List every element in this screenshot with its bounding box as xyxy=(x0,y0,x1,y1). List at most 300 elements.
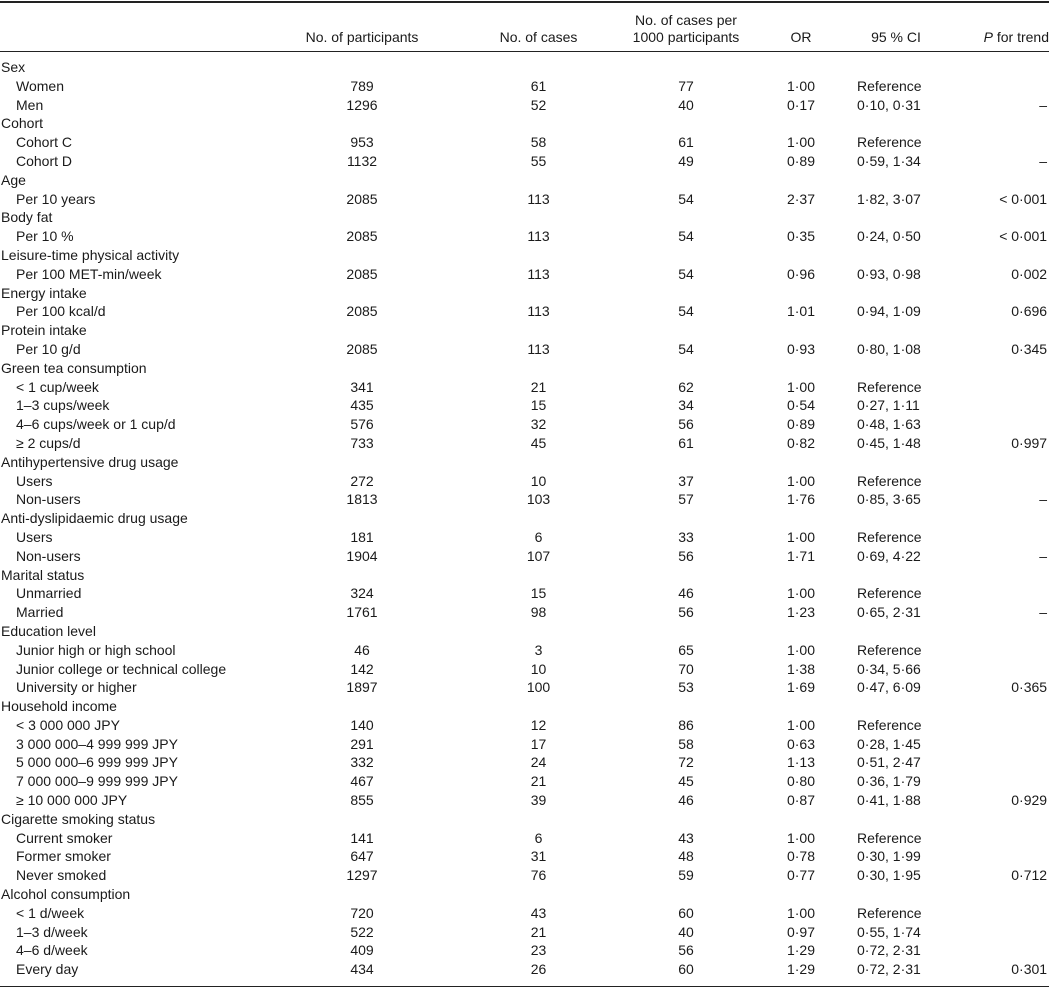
group-label: Cohort xyxy=(1,115,44,132)
p-trend-cell xyxy=(951,941,1049,960)
ci-cell: Reference xyxy=(857,134,922,151)
table-bottom-rule xyxy=(0,986,1049,987)
table-row xyxy=(0,77,1049,96)
cases-per-1000-cell: 56 xyxy=(678,942,694,959)
group-header-row xyxy=(0,697,1049,716)
participants-cell: 2085 xyxy=(346,303,378,320)
table-row xyxy=(0,302,1049,321)
cases-per-1000-cell: 54 xyxy=(678,265,694,282)
table-row xyxy=(0,829,1049,848)
group-header-row xyxy=(0,114,1049,133)
participants-cell: 855 xyxy=(350,792,374,809)
cases-per-1000-cell: 54 xyxy=(678,228,694,245)
table-row xyxy=(0,490,1049,509)
row-label: Unmarried xyxy=(16,585,82,602)
cases-per-1000-cell: 56 xyxy=(678,416,694,433)
cases-cell: 52 xyxy=(530,96,547,113)
participants-cell: 142 xyxy=(350,660,374,677)
or-cell: 2·37 xyxy=(786,190,816,207)
p-trend-cell xyxy=(951,904,1049,923)
or-cell: 1·00 xyxy=(786,378,816,395)
ci-cell: 0·28, 1·45 xyxy=(857,735,921,752)
row-label: Every day xyxy=(16,961,79,978)
participants-cell: 576 xyxy=(350,416,374,433)
p-trend-cell xyxy=(951,829,1049,848)
table-row xyxy=(0,227,1049,246)
group-label: Anti-dyslipidaemic drug usage xyxy=(1,510,188,527)
participants-cell: 1297 xyxy=(346,867,378,884)
header-cases-per-1000 xyxy=(611,3,761,51)
p-trend-cell: – xyxy=(1039,491,1048,508)
group-label: Antihypertensive drug usage xyxy=(1,453,179,470)
or-cell: 0·89 xyxy=(786,152,816,169)
row-label: 7 000 000–9 999 999 JPY xyxy=(16,773,178,790)
header-row xyxy=(0,3,1049,51)
p-trend-cell xyxy=(951,923,1049,942)
table-row xyxy=(0,716,1049,735)
group-header-row xyxy=(0,622,1049,641)
p-trend-cell xyxy=(951,584,1049,603)
table-row xyxy=(0,847,1049,866)
or-cell: 0·97 xyxy=(786,923,816,940)
group-label: Household income xyxy=(1,698,117,715)
participants-cell: 434 xyxy=(350,961,374,978)
row-label: Per 10 g/d xyxy=(16,340,81,357)
cases-cell: 23 xyxy=(530,942,547,959)
participants-cell: 953 xyxy=(350,134,374,151)
row-label: ≥ 2 cups/d xyxy=(16,434,81,451)
cases-cell: 21 xyxy=(530,773,547,790)
ci-cell: 0·85, 3·65 xyxy=(857,491,921,508)
cases-per-1000-cell: 37 xyxy=(678,472,694,489)
cases-cell: 55 xyxy=(530,152,547,169)
cases-per-1000-cell: 54 xyxy=(678,340,694,357)
cases-per-1000-cell: 60 xyxy=(678,904,694,921)
row-label: Former smoker xyxy=(16,848,111,865)
cases-per-1000-cell: 56 xyxy=(678,604,694,621)
row-label: 3 000 000–4 999 999 JPY xyxy=(16,735,178,752)
group-label: Education level xyxy=(1,622,96,639)
p-trend-cell xyxy=(951,396,1049,415)
participants-cell: 141 xyxy=(350,829,374,846)
p-trend-cell: – xyxy=(1039,152,1048,169)
p-trend-cell xyxy=(951,716,1049,735)
table-row xyxy=(0,434,1049,453)
cases-per-1000-cell: 61 xyxy=(678,134,694,151)
row-label: Per 10 years xyxy=(16,190,96,207)
header-ci: 95 % CI xyxy=(871,29,921,45)
p-trend-cell xyxy=(951,753,1049,772)
cases-cell: 21 xyxy=(530,378,547,395)
ci-cell: 0·41, 1·88 xyxy=(857,792,921,809)
or-cell: 1·00 xyxy=(786,472,816,489)
p-trend-cell: – xyxy=(1039,96,1048,113)
row-label: Current smoker xyxy=(16,829,113,846)
cases-cell: 76 xyxy=(530,867,547,884)
ci-cell: Reference xyxy=(857,716,922,733)
participants-cell: 1897 xyxy=(346,679,378,696)
row-label: Junior high or high school xyxy=(16,641,176,658)
table-row xyxy=(0,791,1049,810)
group-label: Age xyxy=(1,171,26,188)
cases-per-1000-cell: 43 xyxy=(678,829,694,846)
ci-cell: 0·59, 1·34 xyxy=(857,152,921,169)
ci-cell: 1·82, 3·07 xyxy=(857,190,921,207)
group-label: Green tea consumption xyxy=(1,359,147,376)
cases-cell: 113 xyxy=(527,340,550,357)
cases-cell: 12 xyxy=(530,716,547,733)
p-trend-cell xyxy=(951,641,1049,660)
cases-cell: 61 xyxy=(530,77,547,94)
participants-cell: 291 xyxy=(350,735,374,752)
or-cell: 1·29 xyxy=(786,961,816,978)
row-label: 4–6 cups/week or 1 cup/d xyxy=(16,416,176,433)
participants-cell: 1813 xyxy=(346,491,378,508)
ci-cell: Reference xyxy=(857,378,922,395)
ci-cell: 0·72, 2·31 xyxy=(857,961,921,978)
row-label: 1–3 cups/week xyxy=(16,397,110,414)
p-trend-cell: – xyxy=(1039,547,1048,564)
row-label: < 3 000 000 JPY xyxy=(16,716,120,733)
row-label: Non-users xyxy=(16,491,81,508)
p-trend-cell: 0·345 xyxy=(1011,340,1048,357)
table-row xyxy=(0,735,1049,754)
participants-cell: 720 xyxy=(350,904,374,921)
or-cell: 0·96 xyxy=(786,265,816,282)
header-variable xyxy=(0,3,258,51)
participants-cell: 341 xyxy=(350,378,374,395)
table-row xyxy=(0,472,1049,491)
group-header-row xyxy=(0,284,1049,303)
group-header-row xyxy=(0,509,1049,528)
ci-cell: 0·55, 1·74 xyxy=(857,923,921,940)
row-label: Never smoked xyxy=(16,867,107,884)
cases-per-1000-cell: 70 xyxy=(678,660,694,677)
p-trend-cell xyxy=(951,660,1049,679)
participants-cell: 2085 xyxy=(346,340,378,357)
table-row xyxy=(0,340,1049,359)
or-cell: 0·77 xyxy=(786,867,816,884)
participants-cell: 181 xyxy=(350,528,374,545)
cases-cell: 10 xyxy=(530,472,547,489)
p-trend-cell: 0·712 xyxy=(1011,867,1048,884)
participants-cell: 409 xyxy=(350,942,374,959)
or-cell: 0·89 xyxy=(786,416,816,433)
cases-per-1000-cell: 72 xyxy=(678,754,694,771)
cases-cell: 113 xyxy=(527,190,550,207)
header-or: OR xyxy=(790,29,812,45)
row-label: < 1 d/week xyxy=(16,904,85,921)
group-label: Marital status xyxy=(1,566,85,583)
row-label: Cohort C xyxy=(16,134,73,151)
table-row xyxy=(0,584,1049,603)
or-cell: 1·13 xyxy=(786,754,816,771)
group-label: Sex xyxy=(1,59,26,75)
or-cell: 0·80 xyxy=(786,773,816,790)
p-trend-cell xyxy=(951,735,1049,754)
cases-cell: 113 xyxy=(527,303,550,320)
row-label: University or higher xyxy=(16,679,137,696)
participants-cell: 1132 xyxy=(346,152,378,169)
cases-per-1000-cell: 54 xyxy=(678,190,694,207)
row-label: Junior college or technical college xyxy=(16,660,227,677)
p-trend-cell xyxy=(951,133,1049,152)
participants-cell: 1761 xyxy=(346,604,378,621)
participants-cell: 2085 xyxy=(346,265,378,282)
ci-cell: 0·51, 2·47 xyxy=(857,754,921,771)
header-cases-per-1000-line1: No. of cases per xyxy=(635,12,737,28)
cases-per-1000-cell: 60 xyxy=(678,961,694,978)
cases-per-1000-cell: 56 xyxy=(678,547,694,564)
cases-per-1000-cell: 34 xyxy=(678,397,694,414)
p-trend-cell: < 0·001 xyxy=(999,228,1048,245)
table-row xyxy=(0,660,1049,679)
ci-cell: 0·65, 2·31 xyxy=(857,604,921,621)
or-cell: 0·78 xyxy=(786,848,816,865)
group-header-row xyxy=(0,885,1049,904)
p-trend-cell: – xyxy=(1039,604,1048,621)
or-cell: 0·63 xyxy=(786,735,816,752)
or-cell: 1·00 xyxy=(786,134,816,151)
or-cell: 1·00 xyxy=(786,77,816,94)
table-row xyxy=(0,753,1049,772)
cases-per-1000-cell: 53 xyxy=(678,679,694,696)
p-trend-cell xyxy=(951,528,1049,547)
group-label: Alcohol consumption xyxy=(1,886,131,903)
p-trend-cell: 0·696 xyxy=(1011,303,1048,320)
participants-cell: 789 xyxy=(350,77,374,94)
cases-cell: 100 xyxy=(526,679,551,696)
participants-cell: 272 xyxy=(350,472,374,489)
ci-cell: 0·93, 0·98 xyxy=(857,265,921,282)
p-trend-cell: < 0·001 xyxy=(999,190,1048,207)
header-participants: No. of participants xyxy=(305,29,419,45)
cases-cell: 10 xyxy=(530,660,547,677)
cases-cell: 45 xyxy=(530,434,547,451)
or-cell: 1·38 xyxy=(786,660,816,677)
or-cell: 1·00 xyxy=(786,641,816,658)
ci-cell: 0·45, 1·48 xyxy=(857,434,921,451)
header-p-rest: for trend xyxy=(992,29,1049,45)
or-cell: 1·00 xyxy=(786,585,816,602)
group-header-row xyxy=(0,246,1049,265)
cases-per-1000-cell: 62 xyxy=(678,378,694,395)
participants-cell: 2085 xyxy=(346,190,378,207)
ci-cell: 0·36, 1·79 xyxy=(857,773,921,790)
ci-cell: Reference xyxy=(857,829,922,846)
cases-per-1000-cell: 33 xyxy=(678,528,694,545)
cases-cell: 21 xyxy=(530,923,547,940)
or-cell: 1·23 xyxy=(786,604,816,621)
cases-per-1000-cell: 59 xyxy=(678,867,694,884)
row-label: Cohort D xyxy=(16,152,73,169)
header-cases-per-1000-line2: 1000 participants xyxy=(632,29,740,45)
cases-per-1000-cell: 58 xyxy=(678,735,694,752)
table-row xyxy=(0,528,1049,547)
table-row xyxy=(0,96,1049,115)
row-label: < 1 cup/week xyxy=(16,378,99,395)
group-label: Leisure-time physical activity xyxy=(1,246,180,263)
row-label: Married xyxy=(16,604,64,621)
ci-cell: 0·94, 1·09 xyxy=(857,303,921,320)
cases-cell: 103 xyxy=(526,491,551,508)
participants-cell: 647 xyxy=(350,848,374,865)
ci-cell: Reference xyxy=(857,528,922,545)
group-header-row xyxy=(0,453,1049,472)
table-row xyxy=(0,772,1049,791)
ci-cell: 0·34, 5·66 xyxy=(857,660,921,677)
or-cell: 1·76 xyxy=(786,491,816,508)
p-trend-cell: 0·929 xyxy=(1011,792,1048,809)
results-table-body xyxy=(0,52,1049,979)
row-label: ≥ 10 000 000 JPY xyxy=(16,792,128,809)
participants-cell: 140 xyxy=(350,716,374,733)
participants-cell: 46 xyxy=(354,641,370,658)
cases-per-1000-cell: 57 xyxy=(678,491,694,508)
participants-cell: 332 xyxy=(350,754,374,771)
group-header-row xyxy=(0,208,1049,227)
group-header-row xyxy=(0,359,1049,378)
or-cell: 1·00 xyxy=(786,716,816,733)
participants-cell: 2085 xyxy=(346,228,378,245)
ci-cell: Reference xyxy=(857,904,922,921)
cases-per-1000-cell: 86 xyxy=(678,716,694,733)
p-trend-cell xyxy=(951,378,1049,397)
ci-cell: 0·24, 0·50 xyxy=(857,228,921,245)
table-row xyxy=(0,190,1049,209)
row-label: 1–3 d/week xyxy=(16,923,88,940)
cases-cell: 113 xyxy=(527,228,550,245)
cases-per-1000-cell: 77 xyxy=(678,77,694,94)
cases-cell: 107 xyxy=(526,547,551,564)
row-label: Men xyxy=(16,96,44,113)
or-cell: 0·93 xyxy=(786,340,816,357)
table-row xyxy=(0,603,1049,622)
header-cases: No. of cases xyxy=(499,29,578,45)
cases-cell: 113 xyxy=(527,265,550,282)
table-row xyxy=(0,641,1049,660)
table-row xyxy=(0,378,1049,397)
ci-cell: Reference xyxy=(857,585,922,602)
cases-cell: 32 xyxy=(530,416,547,433)
or-cell: 1·01 xyxy=(786,303,816,320)
row-label: Users xyxy=(16,472,53,489)
row-label: Women xyxy=(16,77,64,94)
participants-cell: 522 xyxy=(350,923,374,940)
ci-cell: 0·48, 1·63 xyxy=(857,416,921,433)
ci-cell: 0·27, 1·11 xyxy=(857,397,920,414)
p-trend-cell xyxy=(951,772,1049,791)
cases-cell: 6 xyxy=(534,528,543,545)
p-trend-cell: 0·002 xyxy=(1011,265,1048,282)
cases-cell: 31 xyxy=(530,848,547,865)
participants-cell: 435 xyxy=(350,397,374,414)
cases-cell: 26 xyxy=(530,961,547,978)
p-trend-cell: 0·997 xyxy=(1011,434,1048,451)
row-label: 4–6 d/week xyxy=(16,942,88,959)
table-row xyxy=(0,904,1049,923)
ci-cell: 0·47, 6·09 xyxy=(857,679,921,696)
ci-cell: 0·72, 2·31 xyxy=(857,942,921,959)
ci-cell: Reference xyxy=(857,472,922,489)
cases-cell: 58 xyxy=(530,134,547,151)
row-label: Users xyxy=(16,528,53,545)
participants-cell: 1296 xyxy=(346,96,378,113)
table-row xyxy=(0,152,1049,171)
table-row xyxy=(0,866,1049,885)
or-cell: 1·00 xyxy=(786,528,816,545)
group-label: Cigarette smoking status xyxy=(1,810,156,827)
cases-cell: 15 xyxy=(530,397,547,414)
ci-cell: 0·30, 1·95 xyxy=(857,867,921,884)
ci-cell: 0·30, 1·99 xyxy=(857,848,921,865)
row-label: Per 100 MET-min/week xyxy=(16,265,162,282)
or-cell: 1·00 xyxy=(786,904,816,921)
header-p-trend xyxy=(951,3,1049,51)
table-row xyxy=(0,396,1049,415)
table-row xyxy=(0,133,1049,152)
table-row xyxy=(0,941,1049,960)
group-label: Energy intake xyxy=(1,284,87,301)
participants-cell: 1904 xyxy=(346,547,378,564)
cases-cell: 6 xyxy=(534,829,543,846)
cases-per-1000-cell: 46 xyxy=(678,585,694,602)
or-cell: 0·82 xyxy=(786,434,816,451)
cases-cell: 3 xyxy=(534,641,543,658)
ci-cell: Reference xyxy=(857,641,922,658)
p-trend-cell xyxy=(951,472,1049,491)
group-header-row xyxy=(0,52,1049,77)
row-label: Per 100 kcal/d xyxy=(16,303,106,320)
p-trend-cell: 0·365 xyxy=(1011,679,1048,696)
or-cell: 0·17 xyxy=(786,96,816,113)
ci-cell: Reference xyxy=(857,77,922,94)
table-row xyxy=(0,265,1049,284)
cases-per-1000-cell: 61 xyxy=(678,434,694,451)
ci-cell: 0·80, 1·08 xyxy=(857,340,921,357)
cases-per-1000-cell: 46 xyxy=(678,792,694,809)
group-label: Protein intake xyxy=(1,322,87,339)
participants-cell: 733 xyxy=(350,434,374,451)
cases-cell: 39 xyxy=(530,792,547,809)
p-trend-cell xyxy=(951,847,1049,866)
ci-cell: 0·69, 4·22 xyxy=(857,547,921,564)
table-row xyxy=(0,960,1049,979)
table-row xyxy=(0,678,1049,697)
or-cell: 1·00 xyxy=(786,829,816,846)
or-cell: 1·71 xyxy=(786,547,816,564)
or-cell: 1·69 xyxy=(786,679,816,696)
or-cell: 1·29 xyxy=(786,942,816,959)
cases-cell: 98 xyxy=(530,604,547,621)
p-trend-cell xyxy=(951,415,1049,434)
cases-per-1000-cell: 40 xyxy=(678,96,694,113)
row-label: 5 000 000–6 999 999 JPY xyxy=(16,754,178,771)
or-cell: 0·54 xyxy=(786,397,816,414)
cases-per-1000-cell: 65 xyxy=(678,641,694,658)
p-trend-cell xyxy=(951,77,1049,96)
cases-cell: 43 xyxy=(530,904,547,921)
cases-per-1000-cell: 48 xyxy=(678,848,694,865)
header-p-italic: P xyxy=(983,29,993,45)
group-header-row xyxy=(0,321,1049,340)
cases-per-1000-cell: 54 xyxy=(678,303,694,320)
group-header-row xyxy=(0,566,1049,585)
or-cell: 0·87 xyxy=(786,792,816,809)
cases-cell: 17 xyxy=(530,735,547,752)
participants-cell: 324 xyxy=(350,585,374,602)
group-label: Body fat xyxy=(1,209,53,226)
